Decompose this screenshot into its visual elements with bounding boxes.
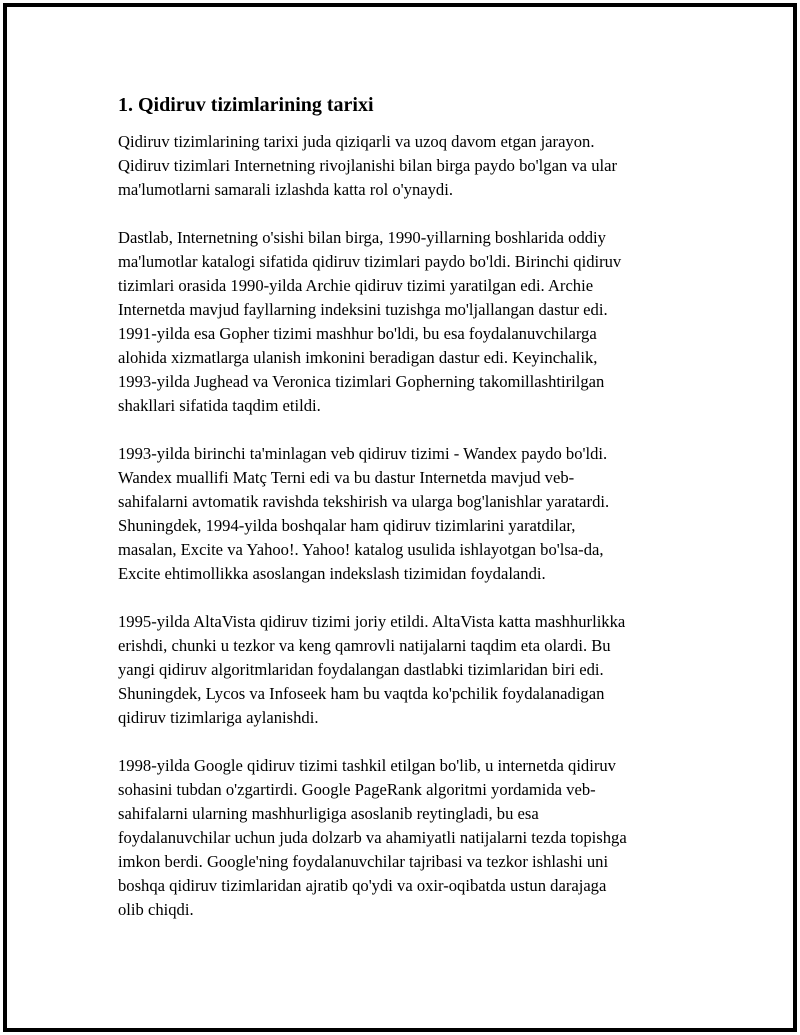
- paragraph-intro: Qidiruv tizimlarining tarixi juda qiziqarli va uzoq davom etgan jarayon. Qidiruv tizimlari Internetning rivojlanishi bilan birga paydo bo'lgan va ular ma'lumotlarni samarali izlashda katta rol o'ynaydi.: [118, 132, 617, 199]
- paragraph-google: 1998-yilda Google qidiruv tizimi tashkil etilgan bo'lib, u internetda qidiruv sohasini tubdan o'zgartirdi. Google PageRank algoritmi yordamida veb- sahifalarni ularning mashhurligiga asoslanib reytingladi, bu esa foydalanuvchilar uchun juda dolzarb va ahamiyatli natijalarni tezda topishga imkon berdi. Google'ning foydalanuvchilar tajribasi va tezkor ishlashi uni boshqa qidiruv tizimlaridan ajratib qo'ydi va oxir-oqibatda ustun darajaga olib chiqdi.: [118, 756, 627, 919]
- document-body: [118, 92, 698, 946]
- paragraph-early-search-engines: Dastlab, Internetning o'sishi bilan birga, 1990-yillarning boshlarida oddiy ma'lumotlar katalogi sifatida qidiruv tizimlari paydo bo'ldi. Birinchi qidiruv tizimlari orasida 1990-yilda Archie qidiruv tizimi yaratilgan edi. Archie Internetda mavjud fayllarning indeksini tuzishga mo'ljallangan dastur edi. 1991-yilda esa Gopher tizimi mashhur bo'ldi, bu esa foydalanuvchilarga alohida xizmatlarga ulanish imkonini beradigan dastur edi. Keyinchalik, 1993-yilda Jughead va Veronica tizimlari Gopherning takomillashtirilgan shakllari sifatida taqdim etildi.: [118, 228, 622, 415]
- section-heading: 1. Qidiruv tizimlarining tarixi: [118, 94, 374, 116]
- paragraph-altavista: 1995-yilda AltaVista qidiruv tizimi joriy etildi. AltaVista katta mashhurlikka erishdi, chunki u tezkor va keng qamrovli natijalarni taqdim eta olardi. Bu yangi qidiruv algoritmlaridan foydalangan dastlabki tizimlaridan biri edi. Shuningdek, Lycos va Infoseek ham bu vaqtda ko'pchilik foydalanadigan qidiruv tizimlariga aylanishdi.: [118, 612, 626, 727]
- paragraph-wandex: 1993-yilda birinchi ta'minlagan veb qidiruv tizimi - Wandex paydo bo'ldi. Wandex muallifi Matç Terni edi va bu dastur Internetda mavjud veb- sahifalarni avtomatik ravishda tekshirish va ularga bog'lanishlar yaratardi. Shuningdek, 1994-yilda boshqalar ham qidiruv tizimlarini yaratdilar, masalan, Excite va Yahoo!. Yahoo! katalog usulida ishlayotgan bo'lsa-da, Excite ehtimollikka asoslangan indekslash tizimidan foydalandi.: [118, 444, 610, 583]
